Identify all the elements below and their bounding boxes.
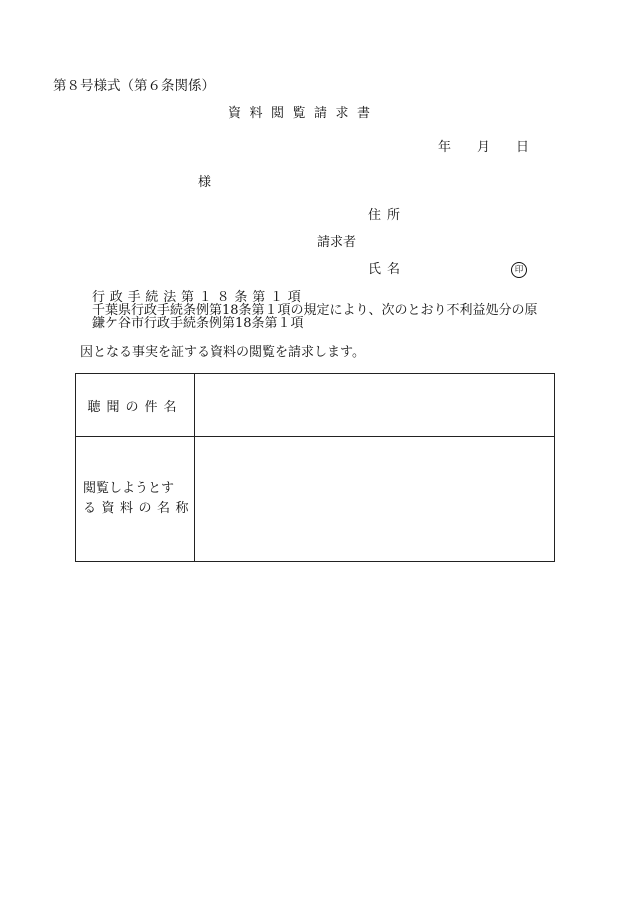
date-month-label: 月 (477, 140, 491, 155)
date-day-label: 日 (516, 140, 530, 155)
name-label: 氏名 (368, 262, 407, 277)
request-form-table (75, 373, 555, 562)
requester-label: 請求者 (317, 235, 357, 250)
hearing-title-field[interactable] (195, 374, 555, 437)
legal-basis-line-3: 鎌ケ谷市行政手続条例第18条第１項 (92, 316, 304, 331)
table-row (76, 437, 555, 562)
form-number: 第８号様式（第６条関係） (53, 78, 215, 94)
address-label: 住所 (368, 208, 407, 223)
document-name-label-line-2: る資料の名称 (83, 501, 195, 516)
legal-basis-line-2: 千葉県行政手続条例第18条第１項の規定により、次のとおり不利益処分の原 (92, 303, 538, 318)
date-year-label: 年 (438, 140, 452, 155)
table-row (76, 374, 555, 437)
hearing-title-label: 聴聞の件名 (76, 374, 195, 437)
legal-basis-line-1: 行政手続法第１８条第１項 (92, 290, 306, 305)
document-title: 資料閲覧請求書 (228, 106, 379, 121)
document-name-label-line-1: 閲覧しようとす (83, 480, 175, 496)
document-name-field[interactable] (195, 437, 555, 562)
addressee-suffix: 様 (198, 175, 212, 190)
request-continuation: 因となる事実を証する資料の閲覧を請求します。 (80, 345, 365, 360)
seal-mark: 印 (511, 262, 527, 278)
document-name-label (76, 437, 195, 562)
